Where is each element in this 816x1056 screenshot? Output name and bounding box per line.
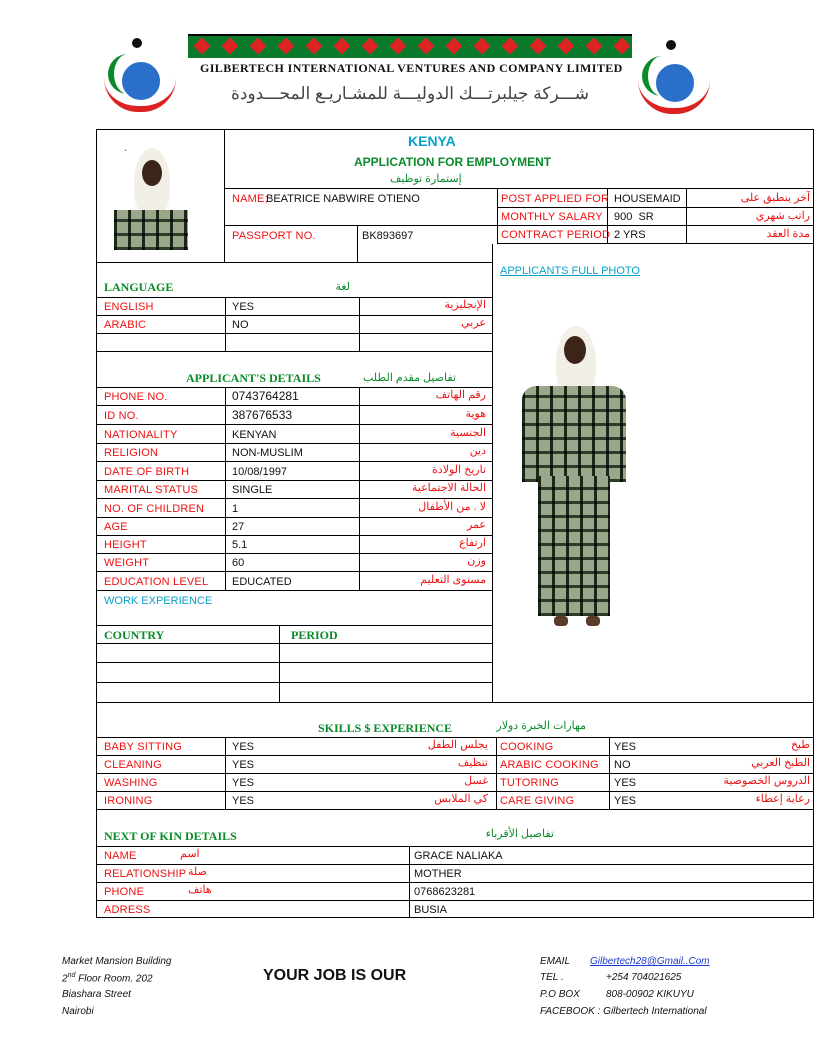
kin-name-arabic: اسم: [180, 848, 200, 860]
age-label: AGE: [104, 521, 128, 533]
education-label: EDUCATION LEVEL: [104, 576, 209, 588]
skill-washing-label: WASHING: [104, 777, 158, 789]
skill-cleaning-arabic: تنظيف: [457, 757, 488, 769]
footer-address-line1: Market Mansion Building: [62, 956, 172, 967]
kin-name-label: NAME: [104, 850, 137, 862]
dob-label: DATE OF BIRTH: [104, 466, 190, 478]
children-arabic: لا . من الأطفال: [418, 501, 486, 513]
language-arabic-arabic: عربي: [461, 317, 486, 329]
period-column-header: PERIOD: [291, 628, 338, 642]
skill-cleaning-value: YES: [232, 759, 255, 771]
full-photo-label: APPLICANTS FULL PHOTO: [500, 265, 640, 277]
kin-relationship-label: RELATIONSHIP: [104, 868, 187, 880]
skill-arabic-cooking-label: ARABIC COOKING: [500, 759, 599, 771]
applicant-portrait: [112, 148, 188, 250]
company-name-arabic: شـــركة جيلبرتـــك الدوليـــة للمشـاريـع المحـــدودة: [230, 84, 590, 103]
footer-floor-suffix: nd: [67, 972, 76, 979]
kin-address-value: BUSIA: [414, 904, 448, 916]
skill-arabic-cooking-value: NO: [614, 759, 631, 771]
applicant-full-photo: [516, 326, 632, 630]
nationality-arabic: الجنسية: [450, 427, 486, 439]
passport-value: BK893697: [362, 230, 414, 242]
skill-cooking-label: COOKING: [500, 741, 554, 753]
passport-label: PASSPORT NO.: [232, 230, 316, 242]
weight-value: 60: [232, 557, 245, 569]
footer-facebook: FACEBOOK : Gilbertech International: [540, 1006, 707, 1017]
name-value: BEATRICE NABWIRE OTIENO: [266, 193, 420, 205]
language-english-arabic: الإنجليزية: [444, 299, 486, 311]
weight-label: WEIGHT: [104, 557, 150, 569]
skill-cleaning-label: CLEANING: [104, 759, 162, 771]
applicant-heading-arabic: تفاصيل مقدم الطلب: [363, 372, 456, 384]
phone-arabic: رقم الهاتف: [435, 389, 486, 401]
language-arabic-label: ARABIC: [104, 319, 147, 331]
marital-status-value: SINGLE: [232, 484, 273, 496]
language-english-label: ENGLISH: [104, 301, 154, 313]
kin-relationship-arabic: صلة: [188, 866, 207, 878]
religion-arabic: دين: [469, 445, 486, 457]
skill-tutoring-value: YES: [614, 777, 637, 789]
kin-heading-arabic: تفاصيل الأقرباء: [485, 828, 554, 840]
footer-pobox-label: P.O BOX: [540, 989, 580, 1000]
id-arabic: هوية: [465, 408, 486, 420]
right-logo: [632, 40, 716, 114]
id-label: ID NO.: [104, 410, 139, 422]
skill-cooking-arabic: طبخ: [790, 739, 810, 751]
marital-status-arabic: الحالة الاجتماعية: [411, 482, 486, 494]
weight-arabic: وزن: [467, 555, 486, 567]
post-applied-label: POST APPLIED FOR: [501, 193, 610, 205]
name-label: NAME;: [232, 193, 268, 205]
contract-period-label: CONTRACT PERIOD: [501, 229, 611, 241]
skill-care-giving-label: CARE GIVING: [500, 795, 575, 807]
photo-dot: .: [124, 140, 128, 154]
left-logo: [98, 38, 182, 112]
footer-slogan: YOUR JOB IS OUR: [263, 967, 407, 984]
kin-heading: NEXT OF KIN DETAILS: [104, 829, 237, 843]
globe-logo-icon: [654, 62, 696, 104]
nationality-value: KENYAN: [232, 429, 277, 441]
height-label: HEIGHT: [104, 539, 147, 551]
skill-baby-sitting-label: BABY SITTING: [104, 741, 182, 753]
skill-arabic-cooking-arabic: الطبخ العربي: [751, 757, 810, 769]
kin-relationship-value: MOTHER: [414, 868, 462, 880]
footer-address-line3: Biashara Street: [62, 989, 131, 1000]
skill-ironing-label: IRONING: [104, 795, 153, 807]
letterhead-banner: [188, 34, 632, 58]
education-arabic: مستوى التعليم: [420, 574, 486, 586]
globe-logo-icon: [120, 60, 162, 102]
dob-value: 10/08/1997: [232, 466, 288, 478]
footer-address-line2: [62, 972, 153, 984]
monthly-salary-value: 900 SR: [614, 211, 654, 223]
company-name: GILBERTECH INTERNATIONAL VENTURES AND COMPANY LIMITED: [200, 61, 623, 75]
applicant-heading: APPLICANT'S DETAILS: [186, 371, 321, 385]
footer-email-label: EMAIL: [540, 956, 571, 967]
post-applied-value: HOUSEMAID: [614, 193, 681, 205]
monthly-salary-label: MONTHLY SALARY: [501, 211, 603, 223]
form-title: APPLICATION FOR EMPLOYMENT: [354, 155, 552, 169]
phone-label: PHONE NO.: [104, 391, 168, 403]
language-heading: LANGUAGE: [104, 280, 174, 294]
footer-pobox-value: 808-00902 KIKUYU: [606, 989, 694, 1000]
religion-value: NON-MUSLIM: [232, 447, 303, 459]
footer-email-link[interactable]: Gilbertech28@Gmail..Com: [590, 956, 710, 967]
dob-arabic: تاريخ الولادة: [432, 464, 486, 476]
skill-ironing-arabic: كي الملابس: [434, 793, 488, 805]
marital-status-label: MARITAL STATUS: [104, 484, 199, 496]
language-arabic-value: NO: [232, 319, 249, 331]
language-english-value: YES: [232, 301, 255, 313]
phone-value: 0743764281: [232, 389, 299, 403]
skill-cooking-value: YES: [614, 741, 637, 753]
skills-heading: SKILLS $ EXPERIENCE: [318, 721, 453, 735]
height-value: 5.1: [232, 539, 248, 551]
education-value: EDUCATED: [232, 576, 292, 588]
skill-baby-sitting-value: YES: [232, 741, 255, 753]
skill-washing-value: YES: [232, 777, 255, 789]
kin-name-value: GRACE NALIAKA: [414, 850, 503, 862]
footer-tel-label: TEL .: [540, 972, 564, 983]
skill-washing-arabic: غسل: [464, 775, 488, 787]
kin-address-label: ADRESS: [104, 904, 151, 916]
age-arabic: عمر: [467, 519, 486, 531]
id-value: 387676533: [232, 408, 293, 422]
post-applied-arabic: آخر ينطبق على: [740, 192, 810, 204]
footer-address-line4: Nairobi: [62, 1006, 94, 1017]
country-title: KENYA: [408, 133, 456, 149]
kin-phone-arabic: هاتف: [188, 884, 212, 896]
contract-period-value: 2 YRS: [614, 229, 646, 241]
skill-tutoring-label: TUTORING: [500, 777, 559, 789]
skill-care-giving-arabic: رعاية إعطاء: [755, 793, 810, 805]
form-title-arabic: إستمارة توظيف: [390, 173, 462, 185]
skill-tutoring-arabic: الدروس الخصوصية: [723, 775, 810, 787]
language-heading-arabic: لغة: [335, 281, 350, 293]
work-experience-heading: WORK EXPERIENCE: [104, 595, 213, 607]
children-label: NO. OF CHILDREN: [104, 503, 205, 515]
nationality-label: NATIONALITY: [104, 429, 178, 441]
country-column-header: COUNTRY: [104, 628, 165, 642]
children-value: 1: [232, 503, 239, 515]
religion-label: RELIGION: [104, 447, 159, 459]
kin-phone-label: PHONE: [104, 886, 145, 898]
kin-phone-value: 0768623281: [414, 886, 476, 898]
skills-heading-arabic: مهارات الخبرة دولار: [496, 720, 586, 732]
monthly-salary-arabic: راتب شهري: [755, 210, 810, 222]
footer-floor-number: 2: [62, 973, 68, 985]
skill-ironing-value: YES: [232, 795, 255, 807]
footer-floor-room: Floor Room. 202: [78, 973, 153, 985]
footer-tel-value: +254 704021625: [606, 972, 682, 983]
skill-baby-sitting-arabic: يجلس الطفل: [427, 739, 488, 751]
skill-care-giving-value: YES: [614, 795, 637, 807]
contract-period-arabic: مدة العقد: [766, 228, 810, 240]
height-arabic: ارتفاع: [459, 537, 486, 549]
age-value: 27: [232, 521, 245, 533]
